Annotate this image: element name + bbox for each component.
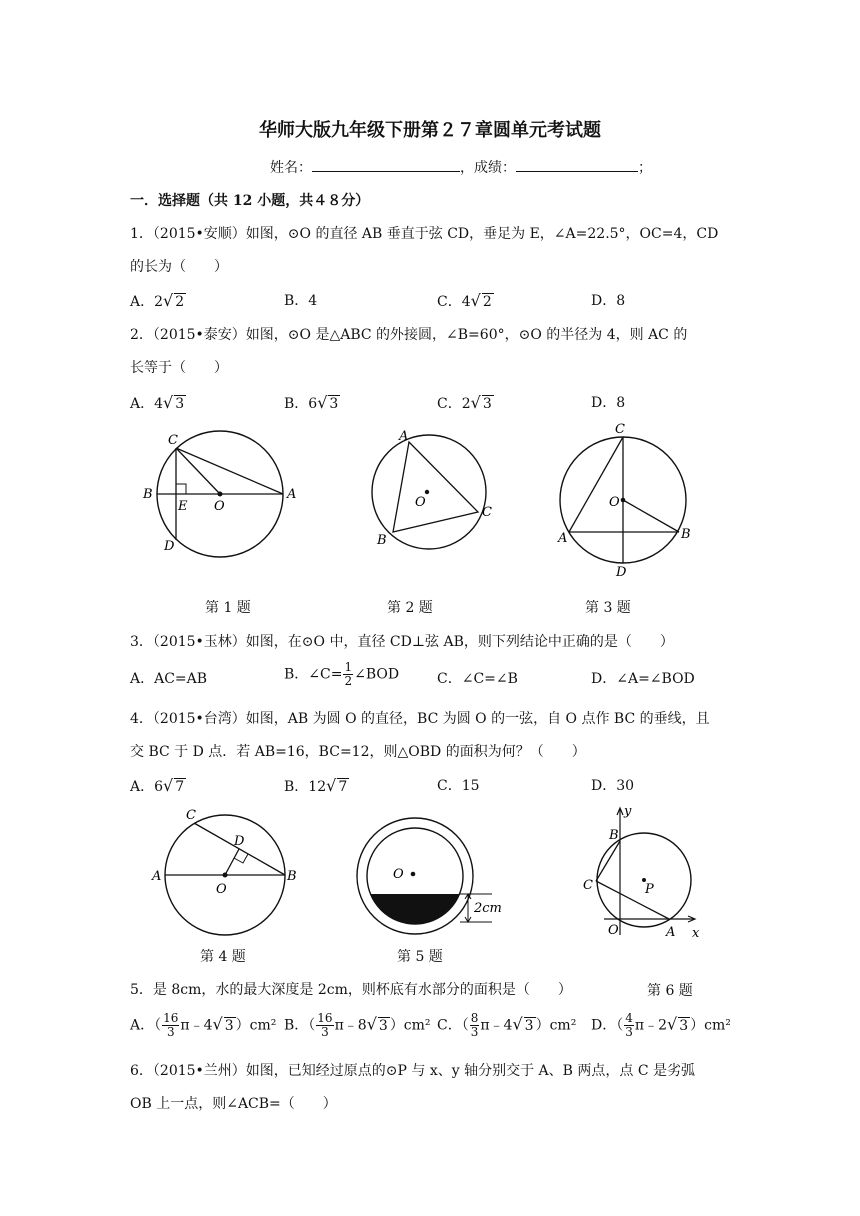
fig6-label-b: B (609, 828, 619, 843)
score-blank[interactable] (516, 157, 638, 172)
fig5-label-o: O (393, 867, 404, 882)
q6-stem-line2: OB 上一点，则∠ACB=（ ） (130, 1096, 337, 1112)
fig2-label-a: A (399, 429, 409, 444)
fig6-label-a: A (666, 925, 676, 940)
page-title: 华师大版九年级下册第２７章圆单元考试题 (259, 120, 601, 141)
q4-option-c: C．15 (437, 778, 480, 794)
score-label: ，成绩： (460, 160, 516, 176)
fig4-label-a: A (152, 869, 162, 884)
fig6-label-y: y (624, 804, 632, 819)
q6-stem-line1: 6．（2015•兰州）如图，已知经过原点的⊙P 与 x、y 轴分别交于 A、B 两点，点 C 是劣弧 (130, 1063, 696, 1079)
fig6-label-x: x (692, 926, 700, 941)
fig3-label-b: B (681, 527, 691, 542)
q5-option-d: D．（ $\frac{4}{3}$ π﹣2√ 3 ）cm² (591, 1011, 731, 1039)
figure-6 (578, 803, 708, 945)
caption-fig-3: 第 3 题 (585, 600, 631, 616)
q5-stem-line1: 5．是 8cm，水的最大深度是 2cm，则杯底有水部分的面积是（ ） (130, 982, 572, 998)
fig1-label-a: A (287, 487, 297, 502)
fig1-label-o: O (214, 499, 225, 514)
section-heading: 一．选择题（共 12 小题，共４８分） (130, 193, 370, 209)
fig6-label-c: C (583, 878, 593, 893)
caption-fig-1: 第 1 题 (205, 600, 251, 616)
q1-option-b: B．4 (284, 293, 318, 309)
q1-option-c: C．4√ 2 (437, 291, 492, 310)
q1-option-d: D．8 (591, 293, 626, 309)
q1-stem-line2: 的长为（ ） (130, 259, 228, 275)
fig2-label-c: C (482, 505, 492, 520)
fig4-label-o: O (216, 882, 227, 897)
caption-fig-6: 第 6 题 (647, 983, 693, 999)
fig3-label-c: C (615, 422, 625, 437)
fig1-label-d: D (164, 539, 175, 554)
name-label: 姓名： (270, 160, 312, 176)
fig3-label-a: A (558, 531, 568, 546)
q4-option-d: D．30 (591, 778, 635, 794)
fig6-label-p: P (645, 882, 654, 897)
fig4-label-b: B (287, 869, 297, 884)
fig1-label-b: B (143, 487, 153, 502)
q5-option-c: C．（ $\frac{8}{3}$ π﹣4√ 3 ）cm² (437, 1011, 577, 1039)
figure-1 (140, 428, 308, 560)
q3-option-d: D．∠A=∠BOD (591, 671, 695, 687)
q4-option-b: B．12√ 7 (284, 776, 348, 795)
q2-option-c: C．2√ 3 (437, 393, 492, 412)
figure-4 (150, 805, 300, 945)
q3-option-c: C．∠C=∠B (437, 671, 518, 687)
q4-stem-line1: 4．（2015•台湾）如图，AB 为圆 O 的直径，BC 为圆 O 的一弦，自 O 点作 BC 的垂线，且 (130, 711, 710, 727)
caption-fig-5: 第 5 题 (397, 949, 443, 965)
fig4-label-c: C (186, 808, 196, 823)
q4-stem-line2: 交 BC 于 D 点．若 AB=16，BC=12，则△OBD 的面积为何？（ ） (130, 744, 586, 760)
q2-option-b: B．6√ 3 (284, 393, 339, 412)
q3-option-a: A．AC=AB (130, 671, 208, 687)
q2-option-d: D．8 (591, 395, 626, 411)
fig2-label-b: B (377, 533, 387, 548)
caption-fig-4: 第 4 题 (200, 949, 246, 965)
q2-option-a: A．4√ 3 (130, 393, 185, 412)
figure-3 (555, 420, 695, 580)
student-info-line (270, 157, 652, 178)
q1-stem-line1: 1．（2015•安顺）如图，⊙O 的直径 AB 垂直于弦 CD，垂足为 E，∠A=22.5°，OC=4，CD (130, 226, 719, 242)
caption-fig-2: 第 2 题 (387, 600, 433, 616)
q3-option-b: B．∠C= $\frac{1}{2}$ ∠BOD (284, 660, 400, 688)
fig1-label-c: C (168, 433, 178, 448)
fig2-label-o: O (415, 495, 426, 510)
figure-2 (365, 428, 497, 558)
q3-stem-line1: 3．（2015•玉林）如图，在⊙O 中，直径 CD⊥弦 AB，则下列结论中正确的是（ ） (130, 634, 674, 650)
q5-option-b: B．（ $\frac{16}{3}$ π﹣8√ 3 ）cm² (284, 1011, 431, 1039)
fig5-depth-label: 2cm (474, 901, 502, 916)
q5-option-a: A．（ $\frac{16}{3}$ π﹣4√ 3 ）cm² (130, 1011, 277, 1039)
info-end: ； (638, 160, 652, 176)
q2-stem-line2: 长等于（ ） (130, 360, 228, 376)
fig3-label-o: O (609, 495, 620, 510)
name-blank[interactable] (312, 157, 460, 172)
q4-option-a: A．6√ 7 (130, 776, 185, 795)
fig1-label-e: E (178, 499, 188, 514)
q2-stem-line1: 2．（2015•泰安）如图，⊙O 是△ABC 的外接圆，∠B=60°，⊙O 的半径为 4，则 AC 的 (130, 327, 688, 343)
figure-5 (350, 812, 540, 942)
fig6-label-o: O (608, 923, 619, 938)
q1-option-a: A．2√ 2 (130, 291, 185, 310)
fig3-label-d: D (616, 565, 627, 580)
fig4-label-d: D (234, 834, 245, 849)
